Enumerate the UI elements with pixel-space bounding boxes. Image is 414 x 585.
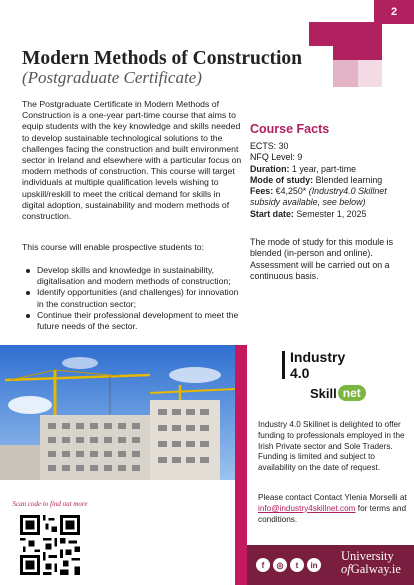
mode-value: Blended learning [315,174,383,185]
decor-square [333,22,382,60]
logo-bar [282,351,285,379]
construction-photo [0,345,235,480]
start-label: Start date: [250,208,294,219]
decor-square [358,60,382,87]
duration-label: Duration: [250,163,290,174]
twitter-icon[interactable]: t [290,558,304,572]
contact-suffix: for terms and conditions. [258,503,407,524]
linkedin-icon[interactable]: in [307,558,321,572]
university-name: Galway.ie [350,562,401,576]
nfq-label: NFQ Level: [250,152,295,163]
duration-value: 1 year, part-time [291,163,357,174]
fees-note: (Industry4.0 Skillnet subsidy available, see below) [250,186,387,208]
instagram-icon[interactable]: ◎ [273,558,287,572]
logo-text: 4.0 [290,365,310,381]
page-subtitle: (Postgraduate Certificate) [22,68,202,87]
intro-paragraph: The Postgraduate Certificate in Modern Methods of Construction is a one-year part-time course that aims to equip students with the key knowledge and skills needed to develop sustainable technological solutions to the challenges facing the construction and built environment sector in Ireland and elsewhere with a particular focus on modern methods of construction. This course will target individuals at multiple qualification levels wishing to upskill/reskill to meet the critical demand for skills in digital adoption, sustainability and modern methods of construction. [22,99,242,222]
nfq-value: 9 [297,152,303,163]
page-title: Modern Methods of Construction [22,48,303,69]
qr-code-graphic [20,515,80,575]
page-number-badge: 2 [374,0,414,24]
accent-bar [235,345,247,585]
skillnet-skill: Skill [310,385,337,401]
objectives-list [22,265,244,332]
decor-square [333,60,358,87]
enable-intro: This course will enable prospective students to: [22,242,205,252]
fees-label: Fees: [250,186,274,197]
construction-photo-graphic [0,345,235,480]
footer-bar [247,545,414,585]
fees-value: €4,250* [275,186,307,197]
social-links [256,558,321,572]
skillnet-logo [310,385,366,401]
course-facts-heading: Course Facts [250,122,330,136]
contact-paragraph [258,493,408,525]
qr-code[interactable] [20,515,80,575]
skillnet-paragraph: Industry 4.0 Skillnet is delighted to offer funding to professionals employed in the Irish Private sector and Sole Traders. Funding is limited and subject to availability on the date of request. [258,420,405,473]
logo-text: Industry [290,349,346,365]
course-facts [250,141,400,220]
contact-email-link[interactable]: info@industry4skillnet.com [258,503,356,513]
mode-note: The mode of study for this module is blended (in-person and online). Assessment will be carried out on a continuous basis. [250,237,394,281]
decor-square [309,22,333,46]
scan-caption: Scan code to find out more [12,500,88,508]
list-item: Develop skills and knowledge in sustainability, digitalisation and modern methods of construction; [22,265,244,287]
industry-skillnet-logo [282,345,382,410]
university-logo [341,550,401,576]
mode-label: Mode of study: [250,174,314,185]
ects-label: ECTS: [250,141,277,151]
facebook-icon[interactable]: f [256,558,270,572]
university-of: of [341,562,351,576]
ects-value: 30 [278,141,289,151]
university-line1: University [341,549,394,563]
list-item: Identify opportunities (and challenges) for innovation in the construction sector; [22,287,244,309]
contact-prefix: Please contact Contact Ylenia Morselli at [258,493,407,502]
start-value: Semester 1, 2025 [296,208,367,219]
list-item: Continue their professional development to meet the future needs of the sector. [22,310,244,332]
skillnet-net: net [338,385,366,401]
